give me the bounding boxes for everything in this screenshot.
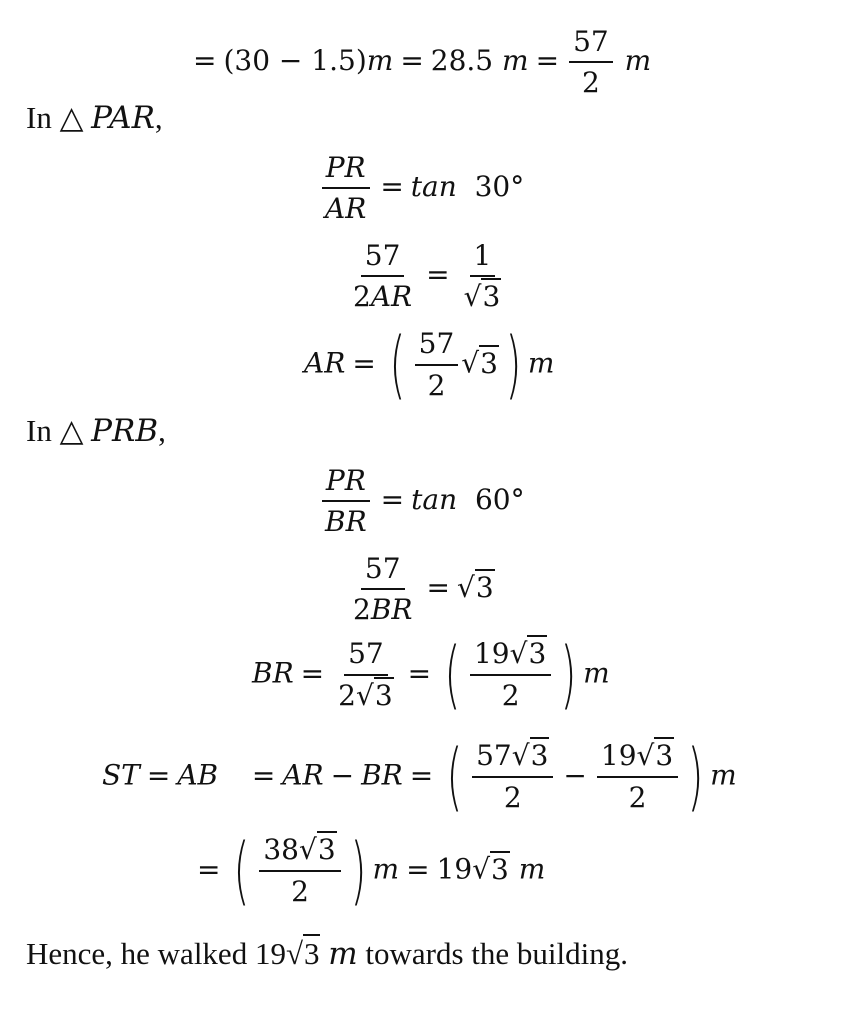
right-paren: ) [560, 632, 577, 718]
radicand: 3 [491, 852, 509, 886]
step-line-1 [186, 26, 651, 99]
equals-sign: = [380, 170, 404, 204]
fraction-pr-ar [321, 152, 370, 225]
right-paren: ) [350, 828, 367, 914]
minus-sign: − [330, 758, 355, 792]
den-coef: 2 [353, 280, 371, 314]
equals-sign: = [535, 44, 560, 78]
unit-m: m [372, 852, 400, 886]
value: 28.5 [430, 44, 494, 78]
radicand: 3 [482, 280, 501, 314]
fraction-57-2br [349, 553, 417, 626]
den-var: AR [370, 280, 413, 314]
equals-sign: = [400, 44, 424, 78]
den-var: BR [370, 593, 413, 627]
ar: AR [282, 758, 324, 792]
equals-sign: = [352, 346, 376, 380]
radicand: 3 [475, 571, 494, 605]
left-paren: ( [444, 632, 461, 718]
fraction-57-2 [415, 328, 459, 401]
triangle-name: PRB [91, 413, 159, 449]
fraction-57sqrt3-2: $\frac{57√3}{2}$ [472, 740, 553, 813]
equals-sign: = [251, 758, 276, 792]
unit-m: m [328, 936, 358, 972]
triangle-name: PAR [91, 100, 155, 136]
eq-pr-ar-tan30 [318, 152, 524, 225]
equals-sign: = [406, 852, 430, 886]
lhs: AR [304, 346, 346, 380]
denominator: 2 [581, 66, 600, 100]
fraction-57-2sqrt3: $\frac{57}{2√3}$ [338, 637, 393, 712]
numerator: 57 [415, 328, 459, 365]
minus-sign: − [563, 758, 587, 792]
eq-57-2ar [346, 240, 508, 313]
fraction-57-2ar [349, 240, 416, 313]
radicand: 3 [480, 346, 498, 380]
numerator: 57 [344, 638, 388, 675]
tan-function: tan [410, 170, 457, 204]
in-word: In [26, 413, 52, 448]
equals-sign: = [407, 656, 432, 690]
left-paren: ( [233, 828, 250, 914]
eq-br-result [252, 632, 610, 718]
numerator: 1 [470, 240, 496, 277]
heading-triangle-prb [26, 415, 166, 447]
result-coef: 19 [436, 852, 473, 886]
angle: 30° [474, 170, 525, 204]
angle: 60° [474, 483, 525, 517]
radicand: 3 [374, 678, 393, 712]
heading-triangle-par [26, 102, 163, 134]
comma: , [158, 413, 166, 448]
unit-m: m [502, 44, 529, 78]
numerator: PR [322, 465, 370, 502]
denominator: 2 [503, 780, 522, 814]
unit-m: m [624, 44, 652, 78]
right-paren: ) [687, 734, 704, 820]
right-paren: ) [505, 322, 522, 408]
conclusion-text: Hence, he walked 19 [26, 936, 286, 971]
equals-sign: = [380, 483, 405, 517]
numerator: 57 [361, 553, 405, 590]
ab: AB [177, 758, 219, 792]
eq-57-2br [346, 553, 495, 626]
unit-m: m [527, 346, 555, 380]
triangle-icon: △ [59, 100, 84, 135]
denominator: 2 [427, 368, 446, 402]
fraction-19sqrt3-2: $\frac{19√3}{2}$ [597, 740, 678, 813]
radicand: 3 [655, 739, 674, 773]
radicand: 3 [528, 637, 547, 671]
sqrt: √3 [456, 571, 494, 605]
br: BR [361, 758, 403, 792]
equals-sign: = [300, 656, 325, 690]
radicand: 3 [317, 833, 336, 867]
num-coef: 19 [473, 637, 510, 671]
comma: , [154, 100, 163, 135]
fraction-pr-br [321, 465, 371, 538]
left-paren: ( [389, 322, 406, 408]
equals-sign: = [197, 852, 221, 886]
equals-sign: = [426, 571, 450, 605]
denominator: BR [325, 505, 367, 539]
subtraction-expr: (30 − 1.5) [223, 44, 367, 78]
equals-sign: = [426, 258, 450, 292]
denominator: 2 [291, 874, 309, 908]
eq-pr-br-tan60 [318, 465, 525, 538]
st: ST [102, 758, 140, 792]
numerator: 57 [569, 26, 613, 63]
conclusion-text-end: towards the building. [357, 936, 628, 971]
eq-final: = ( $\frac{38√3}{2}$ ) m = 19√3 m [197, 828, 546, 914]
eq-ar-result [304, 322, 555, 408]
num-coef: 38 [263, 833, 299, 867]
num-coef: 19 [600, 739, 637, 773]
sqrt: √3 [461, 346, 498, 380]
den-coef: 2 [353, 593, 371, 627]
denominator: 2 [628, 780, 647, 814]
left-paren: ( [446, 734, 463, 820]
conclusion-sentence: Hence, he walked 19√3 m towards the building. [26, 936, 628, 972]
denominator: 2 [501, 678, 520, 712]
tan-function: tan [411, 483, 458, 517]
num-coef: 57 [476, 739, 512, 773]
in-word: In [26, 100, 52, 135]
eq-st-ab [102, 734, 737, 820]
unit-m: m [583, 656, 610, 690]
equals-sign: = [409, 758, 434, 792]
unit-m: m [710, 758, 737, 792]
radicand: 3 [530, 739, 549, 773]
fraction-38sqrt3-2: $\frac{38√3}{2}$ [259, 834, 340, 907]
equals-sign: = [146, 758, 171, 792]
unit-m: m [366, 44, 394, 78]
equals-sign: = [193, 44, 217, 78]
denominator: AR [325, 192, 367, 226]
lhs: BR [252, 656, 294, 690]
radicand: 3 [303, 936, 320, 971]
numerator: PR [322, 152, 370, 189]
numerator: 57 [361, 240, 405, 277]
fraction [569, 26, 613, 99]
fraction-19sqrt3-2: $\frac{19√3}{2}$ [470, 638, 551, 711]
triangle-icon: △ [59, 413, 84, 448]
unit-m: m [518, 852, 546, 886]
fraction-1-sqrt3: $\frac{1}{√3}$ [463, 239, 501, 314]
den-coef: 2 [338, 678, 356, 712]
